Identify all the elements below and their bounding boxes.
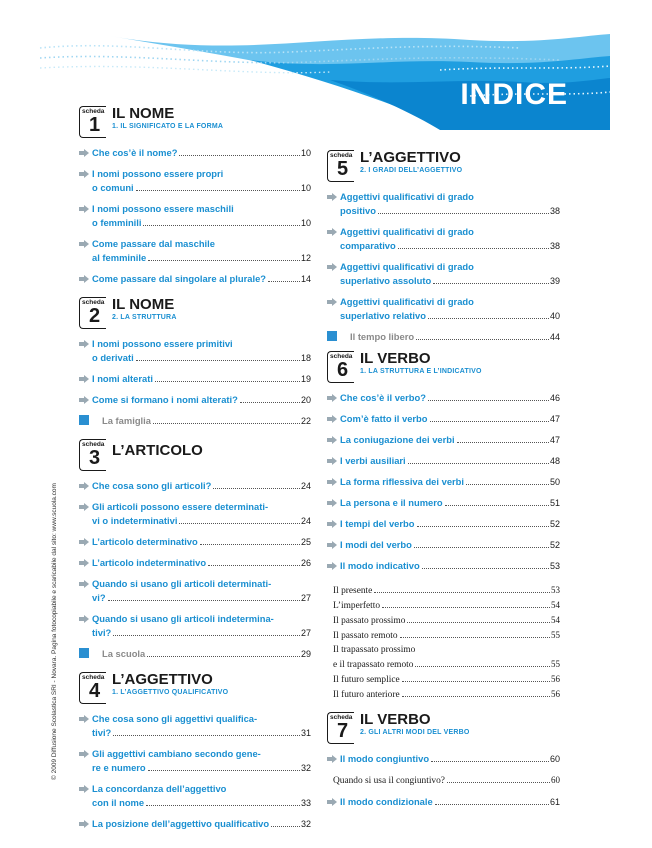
arrow-icon xyxy=(79,149,89,157)
toc-entry[interactable]: Gli articoli possono essere determinati- vi o indeterminativi 24 xyxy=(79,500,311,528)
page-number: 38 xyxy=(549,206,560,216)
scheda-title: IL NOME xyxy=(112,105,175,122)
arrow-icon xyxy=(327,298,337,306)
activity-icon xyxy=(79,415,89,425)
arrow-icon xyxy=(327,228,337,236)
activity-icon xyxy=(327,331,337,341)
page-number: 33 xyxy=(300,798,311,808)
page-number: 10 xyxy=(300,183,311,193)
toc-entry[interactable]: La concordanza dell’aggettivo con il nome 33 xyxy=(79,782,311,810)
page-number: 53 xyxy=(551,585,560,595)
toc-entry[interactable]: I nomi possono essere primitivi o derivati 18 xyxy=(79,337,311,365)
arrow-icon xyxy=(79,538,89,546)
arrow-icon xyxy=(79,170,89,178)
arrow-icon xyxy=(327,562,337,570)
page-number: 24 xyxy=(300,481,311,491)
page-number: 27 xyxy=(300,593,311,603)
toc-entry[interactable]: Aggettivi qualificativi di grado comparativo 38 xyxy=(327,225,560,253)
page-number: 50 xyxy=(549,477,560,487)
scheda-1-header xyxy=(79,106,311,140)
toc-entry[interactable]: Che cosa sono gli articoli? 24 xyxy=(79,479,311,493)
arrow-icon xyxy=(79,750,89,758)
toc-entry[interactable]: L’articolo determinativo 25 xyxy=(79,535,311,549)
arrow-icon xyxy=(327,755,337,763)
scheda-2-header xyxy=(79,297,311,331)
toc-subentry[interactable]: Il futuro semplice 56 xyxy=(333,674,560,685)
scheda-5-header xyxy=(327,150,560,184)
page-number: 46 xyxy=(549,393,560,403)
page-number: 54 xyxy=(551,600,560,610)
arrow-icon xyxy=(79,559,89,567)
page-number: 20 xyxy=(300,395,311,405)
page-number: 25 xyxy=(300,537,311,547)
page-number: 22 xyxy=(300,416,311,426)
scheda-badge: scheda 7 xyxy=(327,712,354,744)
page-number: 18 xyxy=(300,353,311,363)
toc-left-column xyxy=(79,106,311,838)
toc-entry[interactable]: Il modo indicativo 53 xyxy=(327,559,560,573)
arrow-icon xyxy=(79,615,89,623)
toc-entry-activity[interactable]: La famiglia 22 xyxy=(79,414,311,428)
toc-entry[interactable]: La persona e il numero 51 xyxy=(327,496,560,510)
toc-entry[interactable]: Com’è fatto il verbo 47 xyxy=(327,412,560,426)
page-title: INDICE xyxy=(460,78,568,111)
page-number: 10 xyxy=(300,218,311,228)
page-number: 60 xyxy=(549,754,560,764)
arrow-icon xyxy=(327,193,337,201)
arrow-icon xyxy=(327,394,337,402)
toc-subentry[interactable]: Il passato prossimo 54 xyxy=(333,615,560,626)
toc-subentry[interactable]: Il trapassato prossimo e il trapassato remoto 55 xyxy=(333,645,560,670)
toc-entry[interactable]: Come passare dal maschile al femminile 12 xyxy=(79,237,311,265)
scheda-title: IL VERBO xyxy=(360,711,431,728)
toc-subentry[interactable]: Il futuro anteriore 56 xyxy=(333,689,560,700)
scheda-subtitle: 2. GLI ALTRI MODI DEL VERBO xyxy=(360,729,470,736)
toc-entry[interactable]: I modi del verbo 52 xyxy=(327,538,560,552)
toc-subentry[interactable]: Il passato remoto 55 xyxy=(333,630,560,641)
toc-entry[interactable]: La coniugazione dei verbi 47 xyxy=(327,433,560,447)
arrow-icon xyxy=(79,375,89,383)
toc-entry[interactable]: Quando si usano gli articoli indetermina- tivi? 27 xyxy=(79,612,311,640)
toc-entry[interactable]: I verbi ausiliari 48 xyxy=(327,454,560,468)
arrow-icon xyxy=(79,785,89,793)
toc-entry[interactable]: L’articolo indeterminativo 26 xyxy=(79,556,311,570)
toc-entry[interactable]: La posizione dell’aggettivo qualificativo 32 xyxy=(79,817,311,831)
toc-subentry[interactable]: L’imperfetto 54 xyxy=(333,600,560,611)
toc-right-column xyxy=(327,150,560,816)
page-number: 29 xyxy=(300,649,311,659)
arrow-icon xyxy=(327,798,337,806)
arrow-icon xyxy=(79,340,89,348)
toc-entry-activity[interactable]: La scuola 29 xyxy=(79,647,311,661)
page-number: 61 xyxy=(549,797,560,807)
scheda-badge: scheda 6 xyxy=(327,351,354,383)
scheda-6-header xyxy=(327,351,560,385)
scheda-4-header xyxy=(79,672,311,706)
page-number: 47 xyxy=(549,435,560,445)
toc-entry[interactable]: Che cos’è il nome? 10 xyxy=(79,146,311,160)
page-number: 48 xyxy=(549,456,560,466)
page-number: 24 xyxy=(300,516,311,526)
toc-entry[interactable]: Che cos’è il verbo? 46 xyxy=(327,391,560,405)
toc-entry[interactable]: Gli aggettivi cambiano secondo gene- re e numero 32 xyxy=(79,747,311,775)
arrow-icon xyxy=(327,478,337,486)
page-number: 38 xyxy=(549,241,560,251)
toc-subentry[interactable]: Il presente 53 xyxy=(333,585,560,596)
arrow-icon xyxy=(79,240,89,248)
arrow-icon xyxy=(79,275,89,283)
page-number: 52 xyxy=(549,540,560,550)
scheda-badge: scheda 4 xyxy=(79,672,106,704)
page-number: 56 xyxy=(551,689,560,699)
scheda-title: L’AGGETTIVO xyxy=(112,671,213,688)
scheda-title: IL VERBO xyxy=(360,350,431,367)
scheda-subtitle: 2. I GRADI DELL’AGGETTIVO xyxy=(360,167,463,174)
page-number: 32 xyxy=(300,763,311,773)
arrow-icon xyxy=(327,520,337,528)
scheda-subtitle: 1. IL SIGNIFICATO E LA FORMA xyxy=(112,123,224,130)
page-number: 14 xyxy=(300,274,311,284)
toc-entry-activity[interactable]: Il tempo libero 44 xyxy=(327,330,560,344)
scheda-title: IL NOME xyxy=(112,296,175,313)
arrow-icon xyxy=(79,205,89,213)
toc-entry[interactable]: Come si formano i nomi alterati? 20 xyxy=(79,393,311,407)
page-number: 55 xyxy=(551,630,560,640)
scheda-badge: scheda 1 xyxy=(79,106,106,138)
scheda-subtitle: 2. LA STRUTTURA xyxy=(112,314,177,321)
scheda-badge: scheda 3 xyxy=(79,439,106,471)
page-number: 31 xyxy=(300,728,311,738)
arrow-icon xyxy=(79,715,89,723)
arrow-icon xyxy=(327,499,337,507)
arrow-icon xyxy=(327,415,337,423)
scheda-title: L’ARTICOLO xyxy=(112,442,203,459)
arrow-icon xyxy=(79,503,89,511)
page-number: 26 xyxy=(300,558,311,568)
arrow-icon xyxy=(79,396,89,404)
page-number: 47 xyxy=(549,414,560,424)
toc-entry[interactable]: Aggettivi qualificativi di grado superlativo relativo 40 xyxy=(327,295,560,323)
page-number: 51 xyxy=(549,498,560,508)
toc-entry[interactable]: Il modo congiuntivo 60 xyxy=(327,752,560,766)
page-number: 54 xyxy=(551,615,560,625)
arrow-icon xyxy=(79,820,89,828)
page-number: 10 xyxy=(300,148,311,158)
toc-subentry[interactable]: Quando si usa il congiuntivo? 60 xyxy=(333,775,560,786)
arrow-icon xyxy=(327,541,337,549)
toc-entry[interactable]: Che cosa sono gli aggettivi qualifica- tivi? 31 xyxy=(79,712,311,740)
page-number: 44 xyxy=(549,332,560,342)
toc-entry[interactable]: I nomi possono essere propri o comuni 10 xyxy=(79,167,311,195)
toc-entry[interactable]: I nomi possono essere maschili o femminili 10 xyxy=(79,202,311,230)
scheda-3-header xyxy=(79,439,311,473)
scheda-subtitle: 1. LA STRUTTURA E L’INDICATIVO xyxy=(360,368,482,375)
scheda-7-header xyxy=(327,712,560,746)
toc-entry[interactable]: Come passare dal singolare al plurale? 14 xyxy=(79,272,311,286)
arrow-icon xyxy=(327,436,337,444)
arrow-icon xyxy=(327,263,337,271)
page-number: 55 xyxy=(551,659,560,669)
activity-icon xyxy=(79,648,89,658)
scheda-subtitle: 1. L’AGGETTIVO QUALIFICATIVO xyxy=(112,689,229,696)
page-number: 39 xyxy=(549,276,560,286)
scheda-badge: scheda 2 xyxy=(79,297,106,329)
page-number: 19 xyxy=(300,374,311,384)
arrow-icon xyxy=(79,580,89,588)
toc-entry[interactable]: Il modo condizionale 61 xyxy=(327,795,560,809)
toc-entry[interactable]: I nomi alterati 19 xyxy=(79,372,311,386)
toc-entry[interactable]: Aggettivi qualificativi di grado superlativo assoluto 39 xyxy=(327,260,560,288)
scheda-title: L’AGGETTIVO xyxy=(360,149,461,166)
page-number: 40 xyxy=(549,311,560,321)
toc-entry[interactable]: I tempi del verbo 52 xyxy=(327,517,560,531)
page-number: 60 xyxy=(551,775,560,785)
toc-entry[interactable]: Aggettivi qualificativi di grado positivo 38 xyxy=(327,190,560,218)
arrow-icon xyxy=(79,482,89,490)
page-number: 32 xyxy=(300,819,311,829)
toc-entry[interactable]: La forma riflessiva dei verbi 50 xyxy=(327,475,560,489)
page-number: 27 xyxy=(300,628,311,638)
indicative-tenses-list xyxy=(327,583,560,702)
page-number: 56 xyxy=(551,674,560,684)
copyright-note: © 2009 Diffusione Scolastica SRI - Novara. Pagina fotocopiabile e scaricabile dal sito: www.scuola.com xyxy=(51,483,58,780)
page-number: 12 xyxy=(300,253,311,263)
page-number: 53 xyxy=(549,561,560,571)
page-number: 52 xyxy=(549,519,560,529)
toc-entry[interactable]: Quando si usano gli articoli determinati- vi? 27 xyxy=(79,577,311,605)
arrow-icon xyxy=(327,457,337,465)
scheda-badge: scheda 5 xyxy=(327,150,354,182)
